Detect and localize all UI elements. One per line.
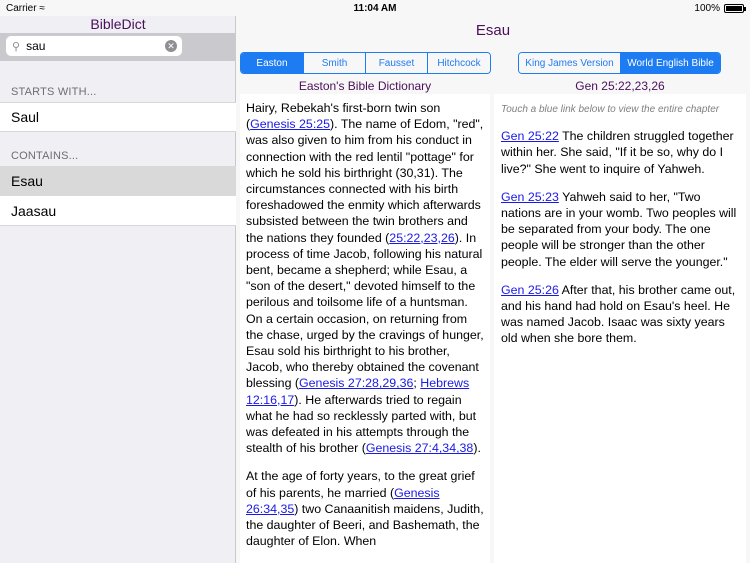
detail-panel — [236, 0, 750, 563]
verse-panel — [494, 94, 746, 563]
list-item-saul[interactable] — [0, 102, 236, 132]
verse-item: Gen 25:26 After that, his brother came out, and his hand had hold on Esau's heel. He was named Jacob. Isaac was sixty years old when she bore them. — [501, 282, 736, 346]
verse-link[interactable]: Gen 25:26 — [501, 282, 559, 297]
page-title: Esau — [475, 22, 511, 39]
sidebar — [0, 0, 236, 563]
tab-king-james-version[interactable]: King James Version — [519, 53, 621, 73]
starts-with-header: STARTS WITH... — [11, 86, 97, 98]
reference-link[interactable]: Genesis 27:28,29,36 — [299, 376, 414, 391]
search-input[interactable] — [6, 36, 182, 56]
reference-link[interactable]: 25:22,23,26 — [389, 230, 455, 245]
battery-percent: 100% — [694, 2, 720, 14]
battery-icon — [724, 4, 744, 13]
wifi-icon: ≈ — [39, 2, 45, 14]
verse-link[interactable]: Gen 25:23 — [501, 189, 559, 204]
entry-paragraph: At the age of forty years, to the great grief of his parents, he married (Genesis 26:34,35) two Canaanitish maidens, Judith, the daughter of Beeri, and Bashemath, the daughter of Elon. When — [246, 469, 484, 549]
tab-hitchcock[interactable]: Hitchcock — [428, 53, 490, 73]
search-bar — [0, 33, 236, 61]
verse-item: Gen 25:22 The children struggled together within her. She said, "If it be so, why do I live?" She went to inquire of Yahweh. — [501, 129, 734, 176]
tab-world-english-bible[interactable]: World English Bible — [621, 53, 720, 73]
sidebar-title: BibleDict — [90, 16, 146, 32]
list-item-esau[interactable] — [0, 166, 236, 196]
version-segmented-control — [518, 52, 721, 74]
dictionary-title: Easton's Bible Dictionary — [298, 79, 432, 93]
carrier-label: Carrier ≈ — [6, 2, 45, 14]
tab-smith[interactable]: Smith — [304, 53, 366, 73]
tab-fausset[interactable]: Fausset — [366, 53, 428, 73]
dictionary-entry — [240, 94, 490, 563]
reference-link[interactable]: Genesis 25:25 — [250, 117, 331, 132]
list-item-label: Jaasau — [11, 202, 57, 219]
list-item-label: Esau — [11, 173, 43, 189]
tab-easton[interactable]: Easton — [241, 53, 304, 73]
hint-text: Touch a blue link below to view the entire chapter — [501, 104, 720, 115]
reference-link[interactable]: Genesis 27:4,34,38 — [365, 441, 474, 456]
search-icon: ⚲ — [12, 40, 21, 53]
reference-link[interactable]: Hebrews 12:16,17 — [246, 376, 470, 407]
verses-title: Gen 25:22,23,26 — [575, 79, 665, 93]
search-value: sau — [26, 39, 46, 53]
list-item-label: Saul — [11, 109, 40, 125]
verse-link[interactable]: Gen 25:22 — [501, 129, 559, 144]
list-item-jaasau[interactable] — [0, 196, 236, 226]
status-bar — [0, 0, 750, 16]
contains-header: CONTAINS... — [11, 150, 79, 162]
reference-link[interactable]: Genesis 26:34,35 — [246, 485, 440, 516]
status-time: 11:04 AM — [353, 2, 397, 14]
verse-item: Gen 25:23 Yahweh said to her, "Two nations are in your womb. Two peoples will be separated from your body. The one people will be stronger than the other people. The elder will serve the younger." — [501, 189, 737, 269]
dictionary-segmented-control — [240, 52, 491, 74]
entry-paragraph: Hairy, Rebekah's first-born twin son (Genesis 25:25). The name of Edom, "red", was also given to him from his conduct in connection with the red lentil "pottage" for which he sold his birthright (30,31). The circumstances connected with his birth foreshadowed the enmity which afterwards subsisted between the twin brothers and the nations they founded (25:22,23,26). In process of time Jacob, following his natural bent, became a shepherd; while Esau, a "son of the desert," devoted himself to the perilous and toilsome life of a huntsman. On a certain occasion, on returning from the chase, urged by the cravings of hunger, Esau sold his birthright to his brother, Jacob, who thereby obtained the covenant blessing (Genesis 27:28,29,36; Hebrews 12:16,17). He afterwards tried to regain what he had so recklessly parted with, but was defeated in his attempts through the stealth of his brother (Genesis 27:4,34,38). — [246, 101, 484, 456]
clear-search-icon[interactable]: ✕ — [165, 40, 177, 52]
